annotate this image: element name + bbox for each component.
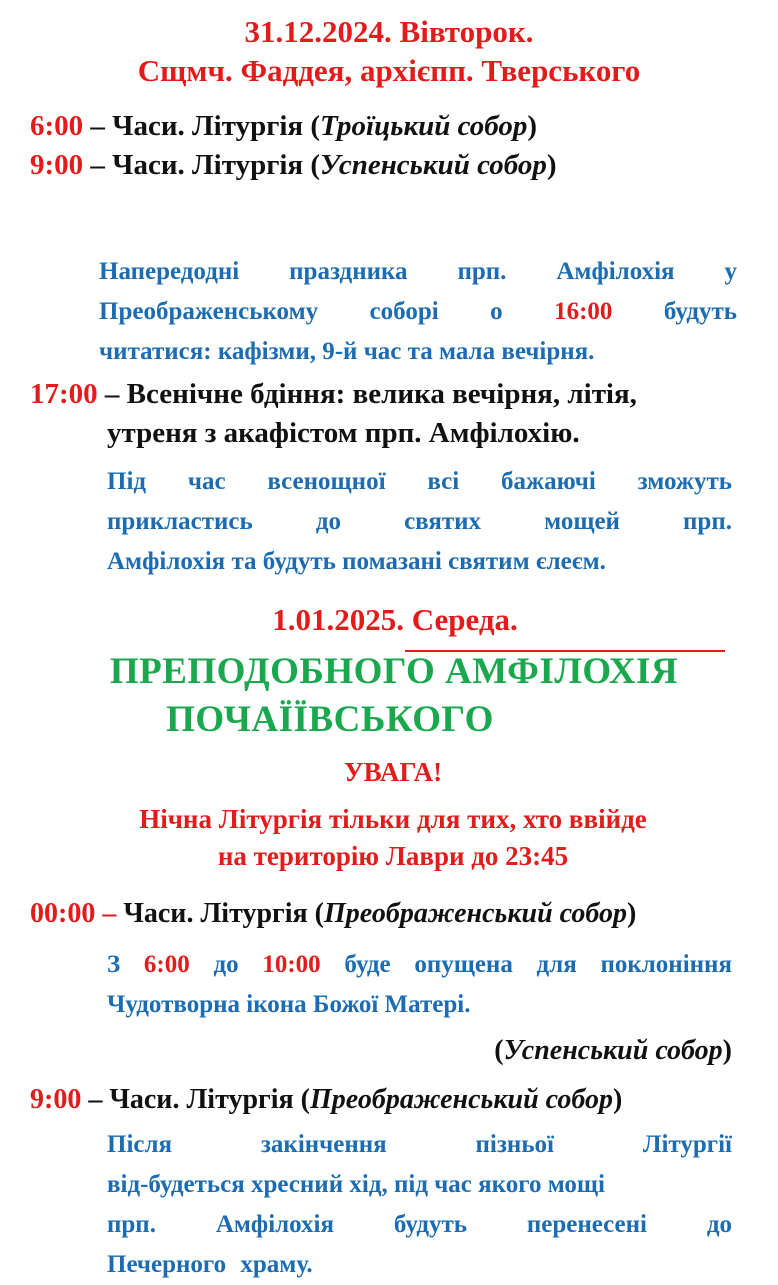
date-heading-1: 31.12.2024. Вівторок. [244,14,534,49]
saint-heading: Сщмч. Фаддея, архієпп. Тверського [137,53,641,88]
service-time: 9:00 [30,1084,82,1115]
feast-title-2: ПОЧАЇЇВСЬКОГО [166,699,494,740]
service-time: 6:00 [30,110,84,142]
eve-note: Напередодні праздника прп. Амфілохія у Преображенському соборі о 16:00 будуть читатися: кафізми, 9-й час та мала вечірня. [99,258,737,365]
icon-time-start: 6:00 [143,951,190,978]
eve-time: 16:00 [554,298,613,325]
night-note-1: Нічна Літургія тільки для тих, хто ввійде [139,804,647,834]
procession-note: Після закінчення пізньої Літургії від-будеться хресний хід, під час якого мощі прп. Амфілохія будуть перенесені до Печерного храму. [107,1131,732,1278]
icon-note: З 6:00 до 10:00 буде опущена для поклоніння Чудотворна ікона Божої Матері. [107,951,732,1018]
icon-place: (Успенський собор) [494,1035,732,1066]
vigil-time: 17:00 [30,378,98,410]
service-time: 00:00 – [30,898,117,929]
vigil-line: 17:00 – Всенічне бдіння: велика вечірня, літія, [30,378,637,410]
service-time: 9:00 [30,149,84,181]
date-heading-2: 1.01.2025. Середа. [272,602,518,637]
icon-time-end: 10:00 [262,951,321,978]
vigil-line-2: утреня з акафістом прп. Амфілохію. [107,417,580,449]
service-line: 00:00 – Часи. Літургія (Преображенський собор) [30,898,637,929]
service-line: 6:00 – Часи. Літургія (Троїцький собор) [30,110,538,142]
attention-label: УВАГА! [343,757,443,787]
night-note-2: на територію Лаври до 23:45 [217,841,569,871]
service-line: 9:00 – Часи. Літургія (Преображенський собор) [30,1084,623,1115]
service-place: Преображенський собор [324,898,627,929]
service-place: Троїцький собор [320,110,528,142]
icon-place-name: Успенський собор [503,1035,723,1066]
service-place: Успенський собор [320,149,547,181]
service-text: – Часи. Літургія ( [83,149,321,181]
service-text: – Часи. Літургія ( [83,110,321,142]
feast-title-1: ПРЕПОДОБНОГО АМФІЛОХІЯ [109,651,679,692]
service-line: 9:00 – Часи. Літургія (Успенський собор) [30,149,557,181]
vigil-note: Під час всенощної всі бажаючі зможуть приклaстись до святих мощей прп. Амфілохія та будуть помазані святим єлеєм. [107,468,732,575]
service-place: Преображенський собор [310,1084,613,1115]
